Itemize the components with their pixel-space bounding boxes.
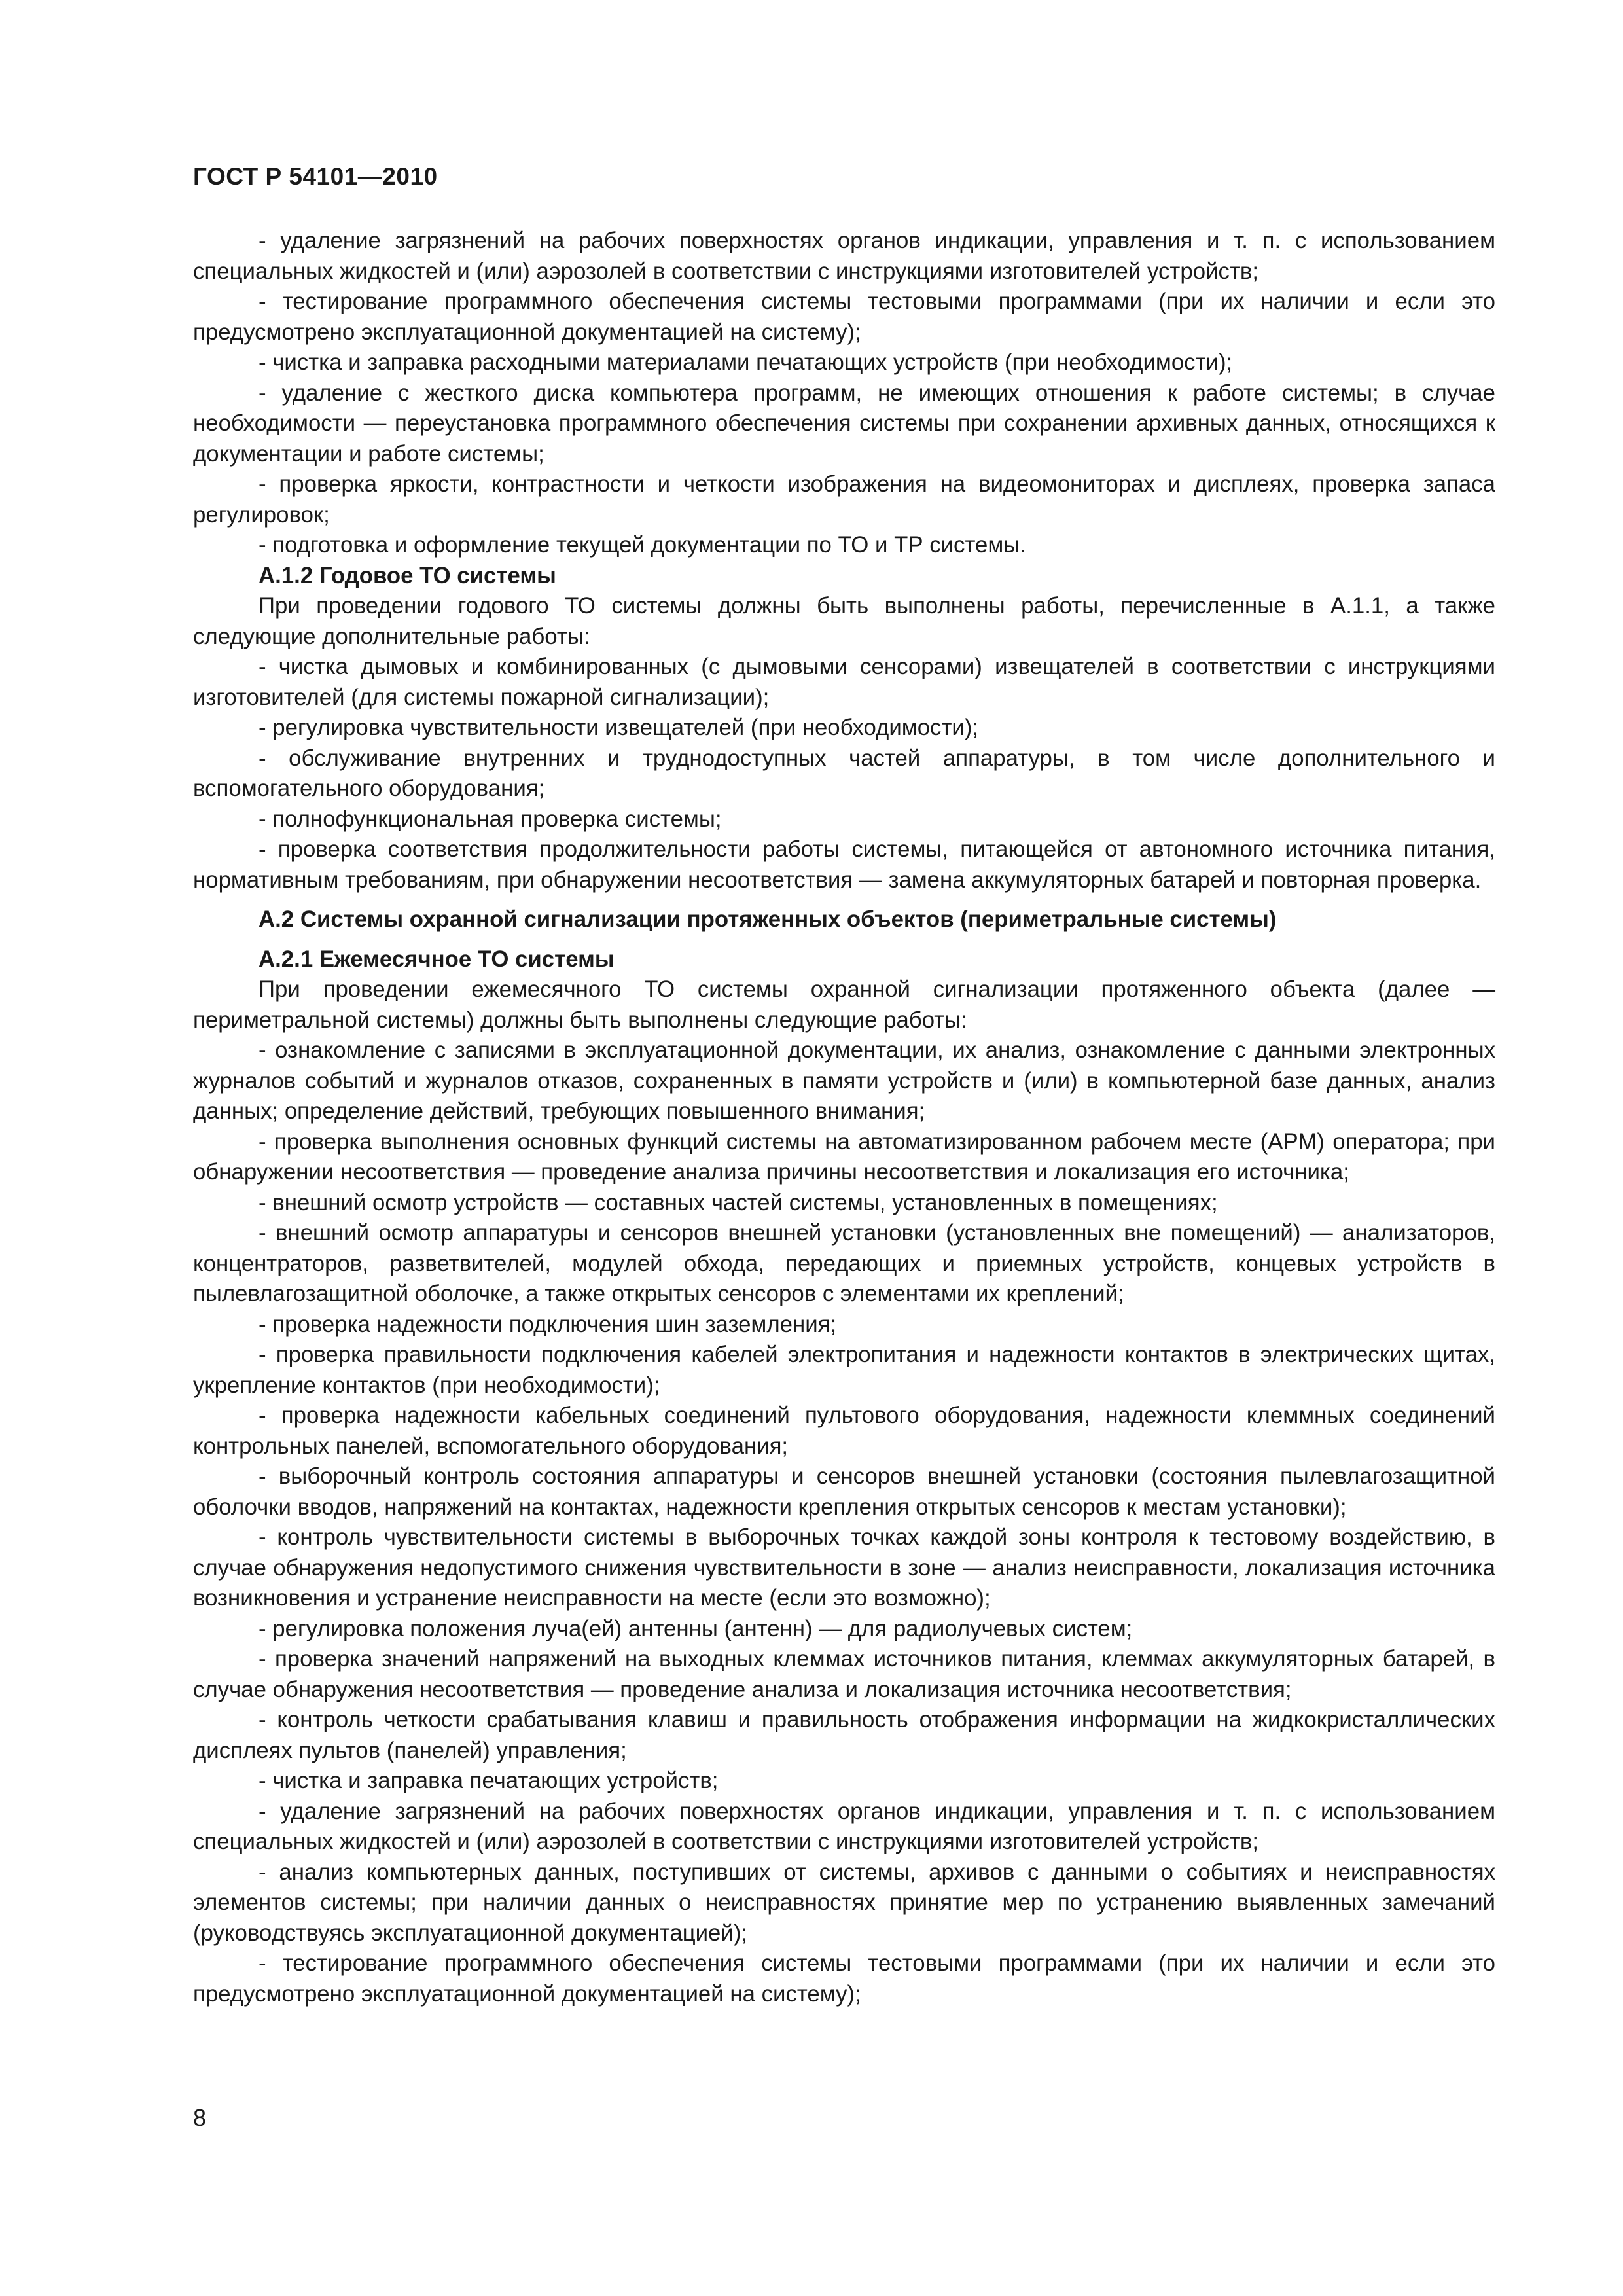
list-item: - чистка и заправка печатающих устройств; [259, 1768, 719, 1793]
list-item: - проверка яркости, контрастности и четкости изображения на видеомониторах и дисплеях, проверка запаса регулировок; [193, 471, 1495, 528]
list-item: - контроль чувствительности системы в выборочных точках каждой зоны контроля к тестовому воздействию, в случае обнаружения недопустимого снижения чувствительности в зоне — анализ неисправности, локализация источника возникновения и устранение неисправности на месте (если это возможно); [193, 1524, 1495, 1611]
list-item: - тестирование программного обеспечения системы тестовыми программами (при их наличии и если это предусмотрено эксплуатационной документацией на систему); [193, 289, 1495, 345]
document-code-header: ГОСТ Р 54101—2010 [193, 163, 438, 190]
list-item: - анализ компьютерных данных, поступивших от системы, архивов с данными о событиях и неисправностях элементов системы; при наличии данных о неисправностях принятие мер по устранению выявленных замечаний (руководствуясь эксплуатационной документацией); [193, 1859, 1495, 1946]
list-item: - удаление загрязнений на рабочих поверхностях органов индикации, управления и т. п. с использованием специальных жидкостей и (или) аэрозолей в соответствии с инструкциями изготовителей устройств; [193, 228, 1495, 284]
list-item: - проверка надежности подключения шин заземления; [259, 1311, 837, 1337]
subsection-heading: А.1.2 Годовое ТО системы [259, 562, 556, 588]
list-item: - полнофункциональная проверка системы; [259, 806, 722, 832]
list-item: - ознакомление с записями в эксплуатационной документации, их анализ, ознакомление с данными электронных журналов событий и журналов отказов, сохраненных в памяти устройств и (или) в компьютерной базе данных, анализ данных; определение действий, требующих повышенного внимания; [193, 1037, 1495, 1124]
paragraph: При проведении годового ТО системы должны быть выполнены работы, перечисленные в А.1.1, а также следующие дополнительные работы: [193, 593, 1495, 649]
list-item: - чистка дымовых и комбинированных (с дымовыми сенсорами) извещателей в соответствии с инструкциями изготовителей (для системы пожарной сигнализации); [193, 654, 1495, 710]
list-item: - подготовка и оформление текущей документации по ТО и ТР системы. [259, 532, 1026, 558]
list-item: - тестирование программного обеспечения системы тестовыми программами (при их наличии и если это предусмотрено эксплуатационной документацией на систему); [193, 1950, 1495, 2007]
list-item: - обслуживание внутренних и труднодоступных частей аппаратуры, в том числе дополнительного и вспомогательного оборудования; [193, 745, 1495, 801]
list-item: - регулировка чувствительности извещателей (при необходимости); [259, 715, 979, 740]
list-item: - проверка надежности кабельных соединений пультового оборудования, надежности клеммных соединений контрольных панелей, вспомогательного оборудования; [193, 1403, 1495, 1459]
paragraph: При проведении ежемесячного ТО системы охранной сигнализации протяженного объекта (далее — периметральной системы) должны быть выполнены следующие работы: [193, 977, 1495, 1033]
document-body [193, 226, 1495, 2009]
list-item: - контроль четкости срабатывания клавиш и правильность отображения информации на жидкокристаллических дисплеях пультов (панелей) управления; [193, 1707, 1495, 1763]
list-item: - проверка значений напряжений на выходных клеммах источников питания, клеммах аккумуляторных батарей, в случае обнаружения несоответствия — проведение анализа и локализация источника несоответствия; [193, 1646, 1495, 1702]
list-item: - удаление с жесткого диска компьютера программ, не имеющих отношения к работе системы; в случае необходимости — переустановка программного обеспечения системы при сохранении архивных данных, относящихся к документации и работе системы; [193, 380, 1495, 467]
list-item: - внешний осмотр аппаратуры и сенсоров внешней установки (установленных вне помещений) — анализаторов, концентраторов, разветвителей, модулей обхода, передающих и приемных устройств, концевых устройств в пылевлагозащитной оболочке, а также открытых сенсоров с элементами их креплений; [193, 1220, 1495, 1306]
page-number: 8 [193, 2104, 207, 2131]
subsection-heading: А.2.1 Ежемесячное ТО системы [259, 946, 615, 972]
list-item: - проверка соответствия продолжительности работы системы, питающейся от автономного источника питания, нормативным требованиям, при обнаружении несоответствия — замена аккумуляторных батарей и повторная проверка. [193, 836, 1495, 893]
list-item: - проверка выполнения основных функций системы на автоматизированном рабочем месте (АРМ) оператора; при обнаружении несоответствия — проведение анализа причины несоответствия и локализация его источника; [193, 1128, 1495, 1185]
list-item: - удаление загрязнений на рабочих поверхностях органов индикации, управления и т. п. с использованием специальных жидкостей и (или) аэрозолей в соответствии с инструкциями изготовителей устройств; [193, 1798, 1495, 1854]
list-item: - проверка правильности подключения кабелей электропитания и надежности контактов в электрических щитах, укрепление контактов (при необходимости); [193, 1342, 1495, 1398]
list-item: - чистка и заправка расходными материалами печатающих устройств (при необходимости); [259, 350, 1233, 375]
list-item: - выборочный контроль состояния аппаратуры и сенсоров внешней установки (состояния пылевлагозащитной оболочки вводов, напряжений на контактах, надежности крепления открытых сенсоров к местам установки); [193, 1463, 1495, 1520]
section-heading: А.2 Системы охранной сигнализации протяженных объектов (периметральные системы) [259, 906, 1277, 932]
list-item: - внешний осмотр устройств — составных частей системы, установленных в помещениях; [259, 1189, 1218, 1215]
list-item: - регулировка положения луча(ей) антенны (антенн) — для радиолучевых систем; [259, 1615, 1133, 1641]
